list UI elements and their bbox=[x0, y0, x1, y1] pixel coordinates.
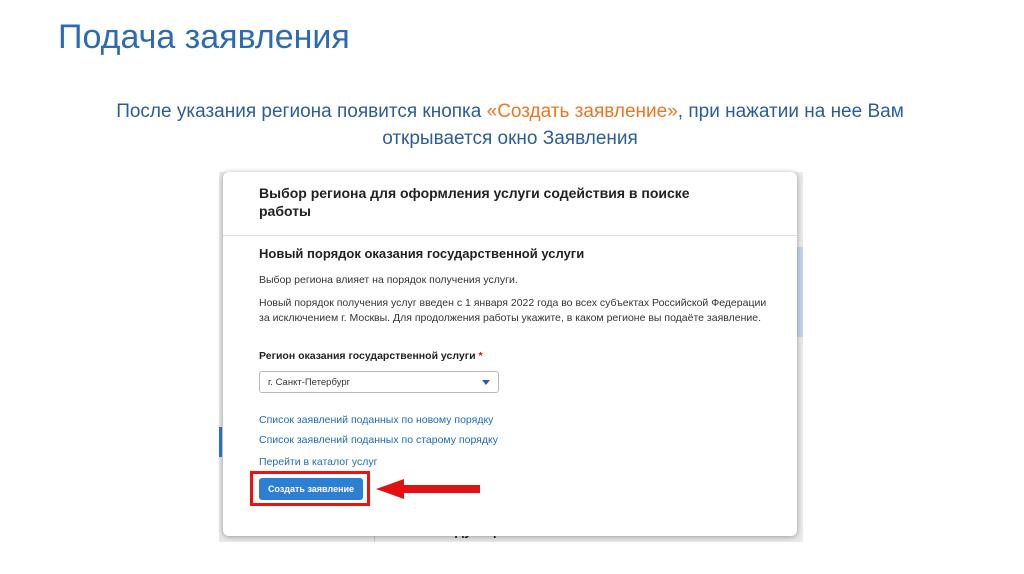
info-paragraph-2: Новый порядок получения услуг введен с 1 января 2022 года во всех субъектах Российской Федерации за исключением г. Москвы. Для продолжения работы укажите, в каком регионе вы подаёте заявление. bbox=[259, 297, 767, 324]
region-select-value: г. Санкт-Петербург bbox=[268, 377, 351, 388]
link-services-catalog[interactable]: Перейти в каталог услуг bbox=[259, 456, 378, 468]
modal-title: Выбор региона для оформления услуги содействия в поиске работы bbox=[259, 185, 690, 219]
caption-accent: «Создать заявление» bbox=[486, 101, 678, 122]
modal-divider bbox=[223, 235, 797, 236]
background-accent-strip bbox=[219, 427, 222, 457]
slide-caption bbox=[110, 98, 910, 152]
region-label-text: Регион оказания государственной услуги bbox=[259, 350, 476, 362]
link-new-order-applications[interactable]: Список заявлений поданных по новому порядку bbox=[259, 414, 494, 426]
slide-title: Подача заявления bbox=[58, 18, 350, 56]
region-selection-modal bbox=[223, 172, 797, 536]
region-select[interactable] bbox=[259, 371, 499, 393]
info-paragraph-1: Выбор региона влияет на порядок получения услуги. bbox=[259, 274, 518, 286]
region-field-label bbox=[259, 350, 483, 362]
caption-text-1: После указания региона появится кнопка bbox=[116, 101, 487, 122]
link-old-order-applications[interactable]: Список заявлений поданных по старому порядку bbox=[259, 434, 498, 446]
red-arrow-left-icon bbox=[376, 479, 482, 499]
caption-text-2: , при нажатии на нее Вам открывается окно Заявления bbox=[382, 101, 904, 149]
create-application-button[interactable]: Создать заявление bbox=[259, 478, 363, 500]
section-title: Новый порядок оказания государственной услуги bbox=[259, 246, 585, 261]
chevron-down-icon bbox=[482, 380, 490, 385]
required-mark: * bbox=[478, 350, 483, 362]
